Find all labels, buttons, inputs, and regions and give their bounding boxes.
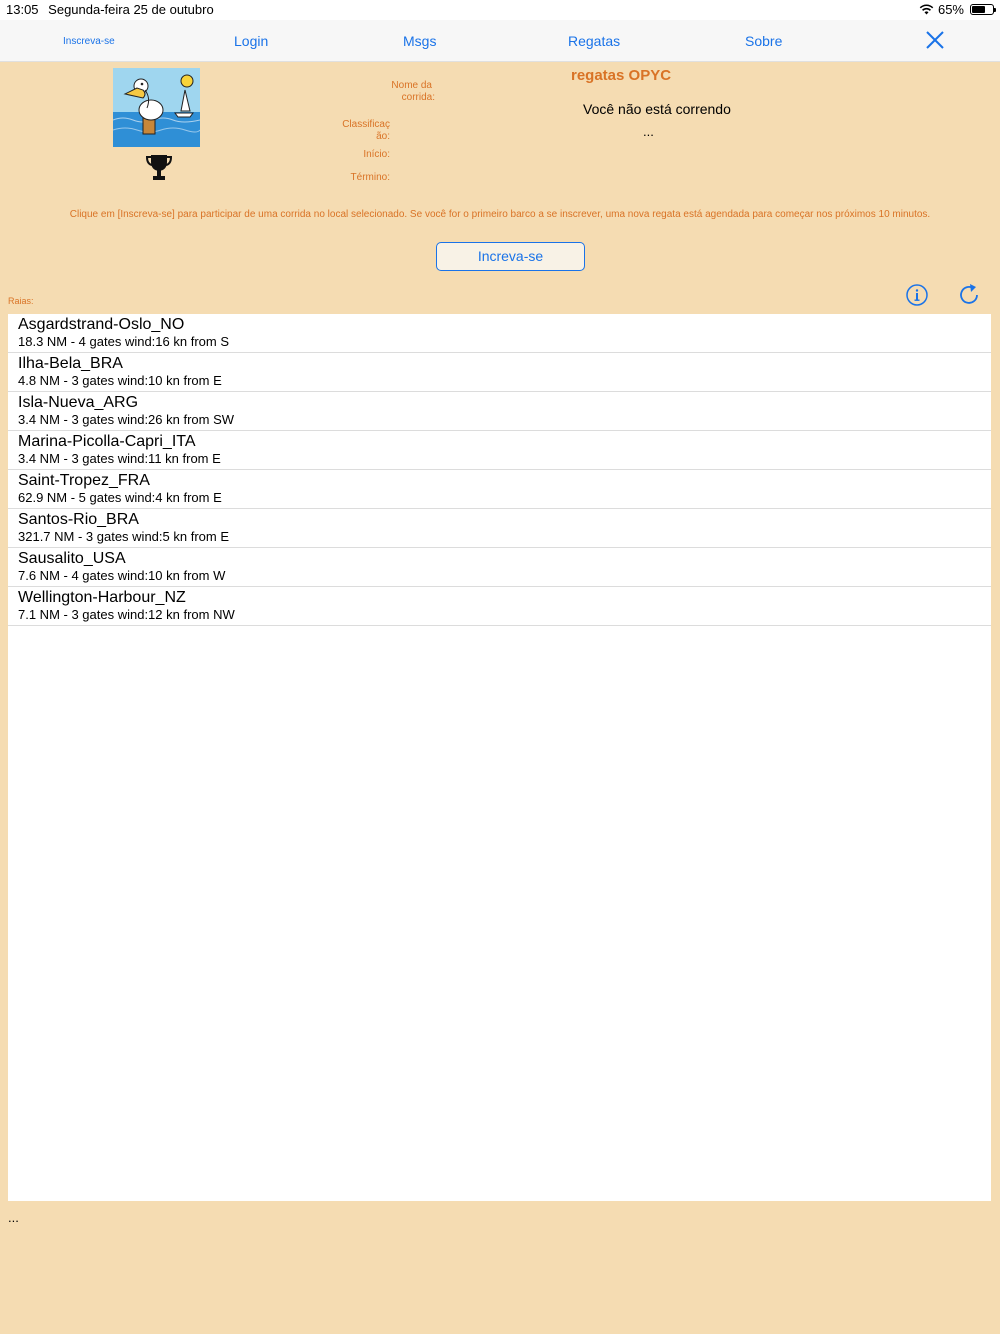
race-status: Você não está correndo (583, 101, 731, 117)
status-left (6, 2, 220, 17)
course-detail: 3.4 NM - 3 gates wind:26 kn from SW (18, 412, 235, 427)
signup-button[interactable]: Increva-se (436, 242, 585, 271)
course-name: Saint-Tropez_FRA (18, 472, 150, 489)
list-item[interactable] (8, 392, 991, 431)
race-name-label-line1: Nome da (391, 80, 432, 91)
status-bar (0, 0, 1000, 20)
race-name-label (372, 80, 435, 104)
list-item[interactable] (8, 587, 991, 626)
signup-notice: Clique em [Inscreva-se] para participar de uma corrida no local selecionado. Se você for o primeiro barco a se inscrever, uma nova regata está agendada para começar nos próximos 10 minutos. (69, 209, 931, 220)
course-name: Marina-Picolla-Capri_ITA (18, 433, 196, 450)
courses-label: Raias: (8, 296, 34, 306)
course-detail: 18.3 NM - 4 gates wind:16 kn from S (18, 334, 229, 349)
trophy-icon (146, 153, 172, 183)
status-date: Segunda-feira 25 de outubro (48, 2, 214, 17)
pelican-logo (113, 68, 200, 147)
nav-sobre[interactable]: Sobre (745, 33, 783, 49)
nav-signup[interactable]: Inscreva-se (63, 36, 115, 47)
footer-status: ... (8, 1210, 19, 1225)
classification-label-line1: Classificaç (342, 119, 390, 130)
course-detail: 62.9 NM - 5 gates wind:4 kn from E (18, 490, 222, 505)
wifi-icon (919, 4, 934, 15)
status-right (919, 2, 994, 17)
course-name: Santos-Rio_BRA (18, 511, 139, 528)
nav-bar (0, 20, 1000, 62)
nav-msgs[interactable]: Msgs (403, 33, 437, 49)
race-title: regatas OPYC (571, 67, 672, 84)
start-label: Início: (363, 149, 390, 160)
course-detail: 321.7 NM - 3 gates wind:5 kn from E (18, 529, 229, 544)
list-item[interactable] (8, 314, 991, 353)
race-classification-value: ... (643, 124, 654, 139)
list-item[interactable] (8, 353, 991, 392)
nav-regatas[interactable]: Regatas (568, 33, 621, 49)
end-label: Término: (350, 172, 390, 183)
course-detail: 7.1 NM - 3 gates wind:12 kn from NW (18, 607, 235, 622)
status-time: 13:05 (6, 2, 39, 17)
course-detail: 3.4 NM - 3 gates wind:11 kn from E (18, 451, 221, 466)
battery-fill (972, 6, 985, 13)
course-name: Sausalito_USA (18, 550, 126, 567)
course-detail: 7.6 NM - 4 gates wind:10 kn from W (18, 568, 226, 583)
nav-login[interactable]: Login (234, 33, 269, 49)
close-icon[interactable] (924, 29, 946, 51)
course-name: Asgardstrand-Oslo_NO (18, 316, 185, 333)
classification-label (330, 119, 390, 143)
classification-label-line2: ão: (376, 131, 390, 142)
course-detail: 4.8 NM - 3 gates wind:10 kn from E (18, 373, 222, 388)
list-item[interactable] (8, 548, 991, 587)
list-item[interactable] (8, 509, 991, 548)
course-name: Isla-Nueva_ARG (18, 394, 139, 411)
course-name: Wellington-Harbour_NZ (18, 589, 186, 606)
info-icon[interactable] (906, 284, 928, 306)
battery-percent: 65% (937, 2, 964, 17)
refresh-icon[interactable] (958, 283, 980, 305)
course-name: Ilha-Bela_BRA (18, 355, 123, 372)
battery-icon (970, 4, 994, 15)
courses-list (8, 314, 991, 1201)
list-item[interactable] (8, 431, 991, 470)
race-name-label-line2: corrida: (401, 92, 435, 103)
list-item[interactable] (8, 470, 991, 509)
